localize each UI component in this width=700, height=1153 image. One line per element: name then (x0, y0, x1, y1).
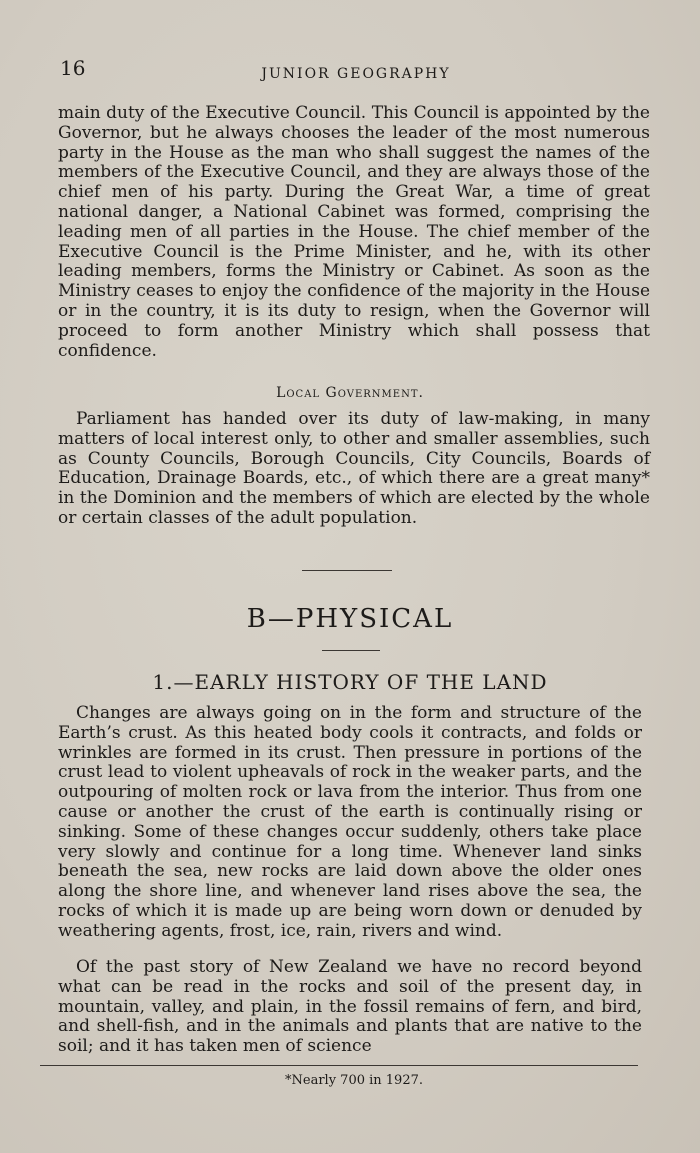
paragraph-executive-council (58, 104, 650, 361)
running-head: JUNIOR GEOGRAPHY (261, 66, 451, 82)
paragraph-text: Of the past story of New Zealand we have no record beyond what can be read in the rocks and soil of the present day, in mountain, valley, and plain, in the fossil remains of fern, and bird, and shell-fish, and in the animals and plants that are native to the soil; and it has taken men of science (58, 957, 642, 1057)
paragraph-text: main duty of the Executive Council. This Council is appointed by the Governor, but he always chooses the leader of the most numerous party in the House as the man who shall suggest the names of the members of the Executive Council, and they are always those of the chief men of his party. During the Great War, a time of great national danger, a National Cabinet was formed, comprising the leading men of all parties in the House. The chief member of the Executive Council is the Prime Minister, and he, with its other leading members, forms the Ministry or Cabinet. As soon as the Ministry ceases to enjoy the confidence of the majority in the House or in the country, it is its duty to resign, when the Governor will proceed to form another Ministry which shall possess that confidence. (58, 103, 650, 361)
footnote-rule (40, 1065, 638, 1066)
paragraph-local-government (58, 410, 650, 529)
paragraph-text: Parliament has handed over its duty of law-making, in many matters of local interest only, to other and smaller assemblies, such as County Councils, Borough Councils, City Councils, Boards of Education, Drainage Boards, etc., of which there are a great many* in the Dominion and the members of which are elected by the whole or certain classes of the adult population. (58, 409, 650, 528)
paragraph-text: Changes are always going on in the form and structure of the Earth’s crust. As this heated body cools it contracts, and folds or wrinkles are formed in its crust. Then pressure in portions of the crust lead to violent upheavals of rock in the weaker parts, and the outpouring of molten rock or lava from the interior. Thus from one cause or another the crust of the earth is continually rising or sinking. Some of these changes occur suddenly, others take place very slowly and continue for a long time. Whenever land sinks beneath the sea, new rocks are laid down above the older ones along the shore line, and whenever land rises above the sea, the rocks of which it is made up are being worn down or denuded by weathering agents, frost, ice, rain, rivers and wind. (58, 703, 642, 941)
local-government-heading: Local Government. (276, 385, 424, 401)
chapter-title: 1.—EARLY HISTORY OF THE LAND (152, 670, 548, 694)
footnote: *Nearly 700 in 1927. (285, 1073, 423, 1088)
page-number: 16 (60, 56, 86, 80)
paragraph-crust-changes (58, 704, 642, 942)
paragraph-past-story (58, 958, 642, 1057)
title-underline (322, 650, 380, 651)
section-divider (302, 570, 392, 571)
section-title: B—PHYSICAL (246, 604, 454, 634)
